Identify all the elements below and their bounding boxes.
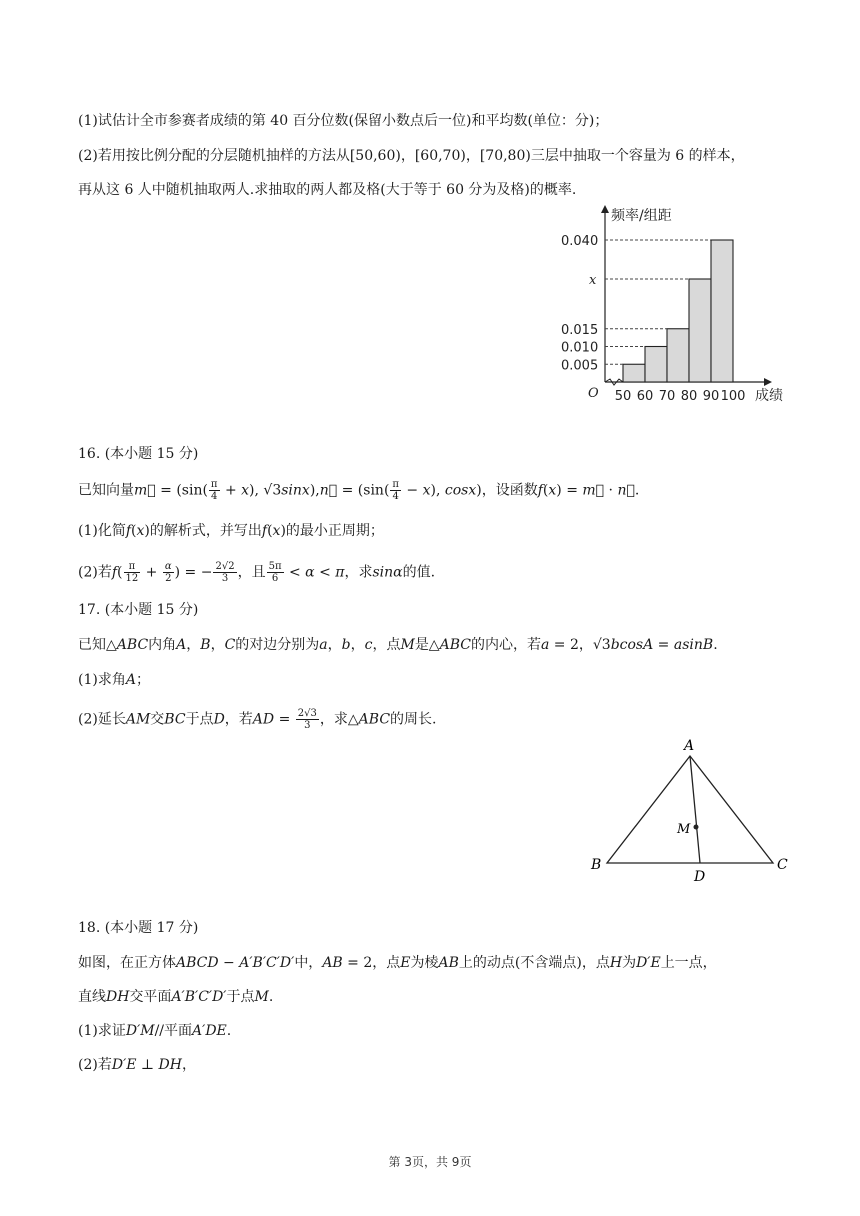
histogram-bar: [667, 329, 689, 382]
q18-line1: 如图，在正方体ABCD − A′B′C′D′中，AB = 2，点E为棱AB上的动点(不含端点)，点H为D′E上一点，: [78, 955, 717, 971]
q15-part2-line2: 再从这 6 人中随机抽取两人.求抽取的两人都及格(大于等于 60 分为及格)的概率.: [78, 182, 577, 198]
q17-part2: (2)延长AM交BC于点D，若AD = $\frac{2√3}{3}$ ，求△ABC的周长.: [78, 708, 437, 731]
x-tick-label: 50: [614, 389, 632, 404]
q18-part2: (2)若D′E ⊥ DH，: [78, 1057, 196, 1073]
q18-header: 18. (本小题 17 分): [78, 920, 199, 936]
x-tick-label: 100: [720, 389, 746, 404]
histogram-bar: [711, 240, 733, 382]
y-tick-label: 0.015: [561, 322, 599, 338]
q16-header: 16. (本小题 15 分): [78, 446, 199, 462]
q18-line2: 直线DH交平面A′B′C′D′于点M.: [78, 989, 274, 1005]
x-axis-label: 成绩: [755, 388, 783, 404]
x-tick-label: 60: [636, 389, 654, 404]
q16-part2: (2)若f( $\frac{\pi}{12}$ + $\frac{\alpha}{2}$ ) = − $\frac{2√2}{3}$ ，且 $\frac{5\pi}{6}$ < α < π，求sinα的值.: [78, 561, 436, 584]
histogram-bar: [645, 347, 667, 383]
origin-label: O: [588, 386, 599, 401]
label-a: A: [684, 738, 695, 754]
q18-part1: (1)求证D′M//平面A′DE.: [78, 1023, 232, 1039]
y-tick-label: 0.040: [561, 234, 599, 249]
x-axis-arrow: [764, 378, 772, 386]
label-b: B: [591, 857, 602, 873]
y-tick-label: 0.010: [561, 340, 599, 356]
label-m: M: [677, 822, 691, 837]
q16-given: 已知向量m⃗ = (sin( $\frac{\pi}{4}$ + x), √3sinx),n⃗ = (sin( $\frac{\pi}{4}$ − x), cosx)，设函数f(x) = m⃗ · n⃗.: [78, 479, 640, 502]
x-tick-label: 70: [658, 389, 676, 404]
label-d: D: [694, 869, 706, 885]
triangle-abc: [607, 756, 773, 863]
y-axis-label: 频率/组距: [611, 208, 672, 224]
q17-header: 17. (本小题 15 分): [78, 602, 199, 618]
q15-part2-line1: (2)若用按比例分配的分层随机抽样的方法从[50,60)，[60,70)，[70,80)三层中抽取一个容量为 6 的样本，: [78, 148, 745, 164]
q16-part1: (1)化简f(x)的解析式，并写出f(x)的最小正周期；: [78, 523, 384, 539]
histogram-bar: [689, 279, 711, 382]
segment-ad: [690, 756, 700, 863]
axis-break: [605, 379, 623, 385]
histogram-bar: [623, 364, 645, 382]
point-m: [694, 825, 699, 830]
x-tick-label: 80: [680, 389, 698, 404]
y-axis-arrow: [601, 205, 609, 213]
q17-part1: (1)求角A；: [78, 672, 150, 688]
label-c: C: [777, 857, 788, 873]
q17-given: 已知△ABC内角A，B，C的对边分别为a，b，c，点M是△ABC的内心，若a = 2，√3bcosA = asinB.: [78, 637, 718, 653]
y-tick-label: x: [589, 273, 597, 288]
x-tick-label: 90: [702, 389, 720, 404]
q15-part1: (1)试估计全市参赛者成绩的第 40 百分位数(保留小数点后一位)和平均数(单位：分)；: [78, 113, 609, 129]
y-tick-label: 0.005: [561, 358, 599, 374]
page-footer: 第 3页，共 9页: [388, 1155, 472, 1169]
